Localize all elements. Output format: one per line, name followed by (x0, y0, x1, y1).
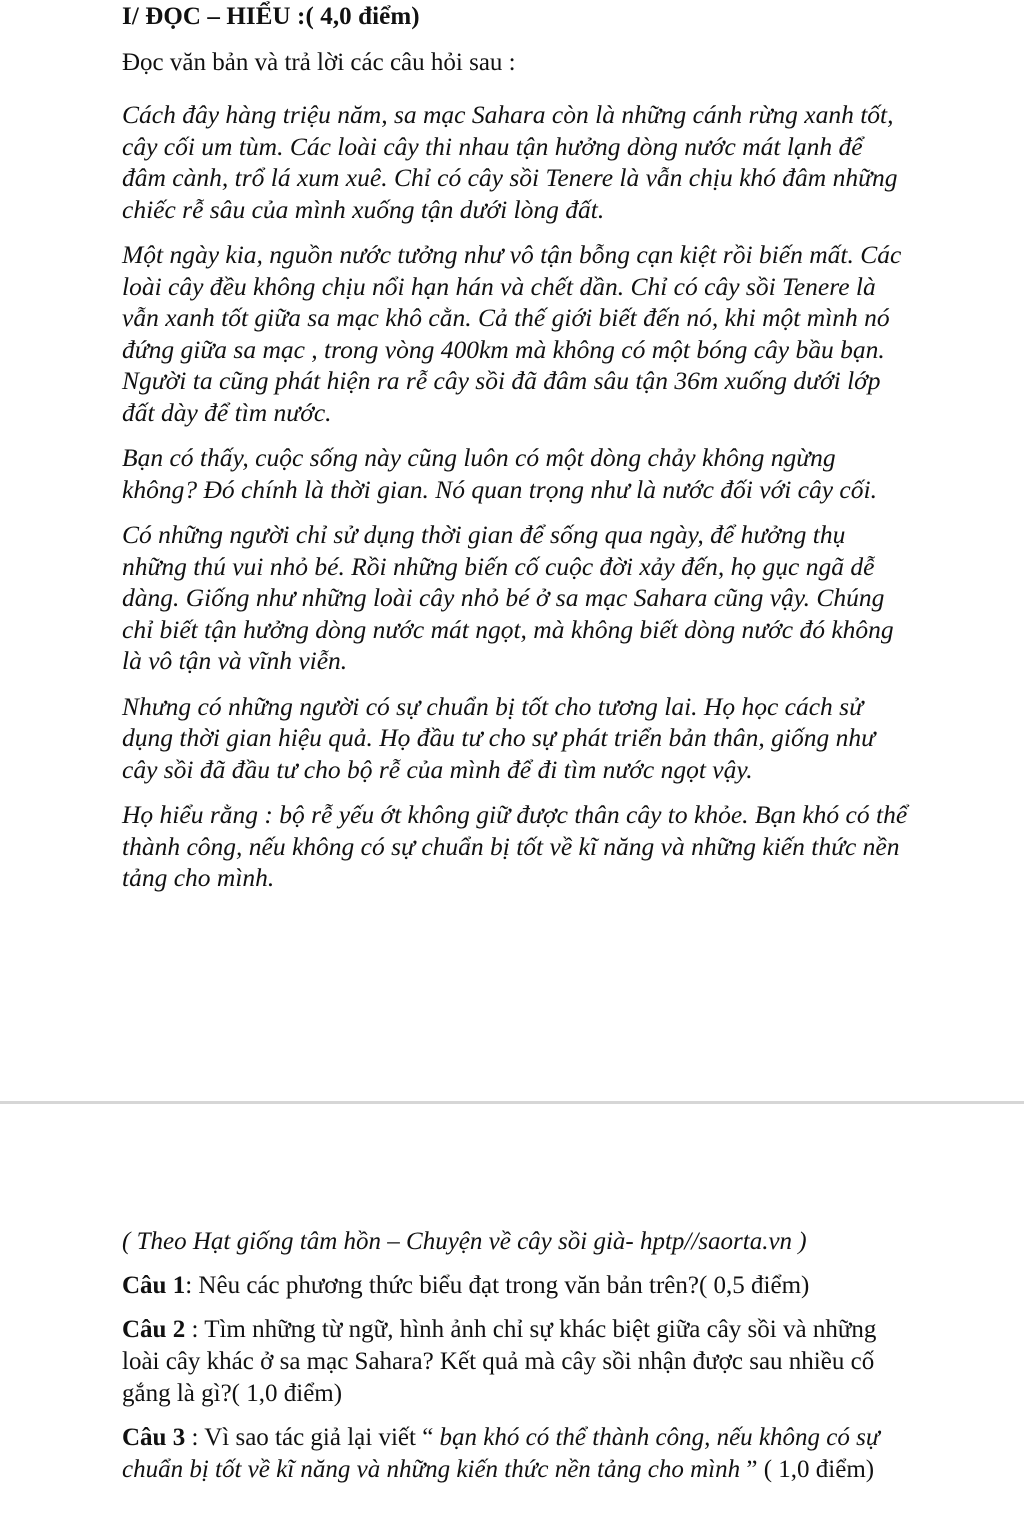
question-3-text-after: ” ( 1,0 điểm) (740, 1456, 875, 1483)
question-1-text: : Nêu các phương thức biểu đạt trong văn bản trên?( 0,5 điểm) (185, 1272, 810, 1299)
questions-section (122, 1226, 912, 1498)
question-2-text: : Tìm những từ ngữ, hình ảnh chỉ sự khác biệt giữa cây sồi và những loài cây khác ở sa mạc Sahara? Kết quả mà cây sồi nhận được sau nhiều cố gắng là gì?( 1,0 điểm) (122, 1316, 877, 1407)
passage-paragraph-6: Họ hiểu rằng : bộ rễ yếu ớt không giữ được thân cây to khỏe. Bạn khó có thể thành công, nếu không có sự chuẩn bị tốt về kĩ năng và những kiến thức nền tảng cho mình. (122, 800, 908, 892)
question-2-label: Câu 2 (122, 1316, 186, 1343)
passage-paragraph-1: Cách đây hàng triệu năm, sa mạc Sahara còn là những cánh rừng xanh tốt, cây cối um tùm. Các loài cây thi nhau tận hưởng dòng nước mát lạnh để đâm cành, trổ lá xum xuê. Chỉ có cây sồi Tenere là vẫn chịu khó đâm những chiếc rễ sâu của mình xuống tận dưới lòng đất. (122, 100, 898, 224)
source-citation: ( Theo Hạt giống tâm hồn – Chuyện về cây sồi già- hptp//saorta.vn ) (122, 1228, 807, 1255)
passage-paragraph-2: Một ngày kia, nguồn nước tưởng như vô tận bỗng cạn kiệt rồi biến mất. Các loài cây đều không chịu nổi hạn hán và chết dần. Chỉ có cây sồi Tenere là vẫn xanh tốt giữa sa mạc khô cằn. Cả thế giới biết đến nó, khi một mình nó đứng giữa sa mạc , trong vòng 400km mà không có một bóng cây bầu bạn. Người ta cũng phát hiện ra rễ cây sồi đã đâm sâu tận 36m xuống dưới lớp đất dày để tìm nước. (122, 240, 902, 427)
passage-paragraph-5: Nhưng có những người có sự chuẩn bị tốt cho tương lai. Họ học cách sử dụng thời gian hiệu quả. Họ đầu tư cho sự phát triển bản thân, giống như cây sồi đã đầu tư cho bộ rễ của mình để đi tìm nước ngọt vậy. (122, 691, 876, 784)
question-3-quote: bạn khó có thể thành công, nếu không có sự chuẩn bị tốt về kĩ năng và những kiến thức nền tảng cho mình (122, 1424, 880, 1483)
question-2 (122, 1314, 912, 1410)
section-heading: I/ ĐỌC – HIỂU :( 4,0 điểm) (122, 3, 420, 30)
page-break-divider (0, 1101, 1024, 1104)
question-3-label: Câu 3 (122, 1424, 186, 1451)
reading-passage (122, 99, 912, 894)
passage-paragraph-4: Có những người chỉ sử dụng thời gian để sống qua ngày, để hưởng thụ những thú vui nhỏ bé. Rồi những biến cố cuộc đời xảy đến, họ gục ngã dễ dàng. Giống như những loài cây nhỏ bé ở sa mạc Sahara cũng vậy. Chúng chỉ biết tận hưởng dòng nước mát ngọt, mà không biết dòng nước đó không là vô tận và vĩnh viễn. (122, 520, 894, 675)
question-3 (122, 1422, 912, 1486)
reading-section (122, 0, 912, 908)
passage-paragraph-3: Bạn có thấy, cuộc sống này cũng luôn có một dòng chảy không ngừng không? Đó chính là thời gian. Nó quan trọng như là nước đối với cây cối. (122, 443, 877, 504)
question-3-text-before: : Vì sao tác giả lại viết “ (185, 1424, 440, 1451)
question-1 (122, 1270, 912, 1302)
instruction-text: Đọc văn bản và trả lời các câu hỏi sau : (122, 49, 516, 76)
question-1-label: Câu 1 (122, 1272, 186, 1299)
